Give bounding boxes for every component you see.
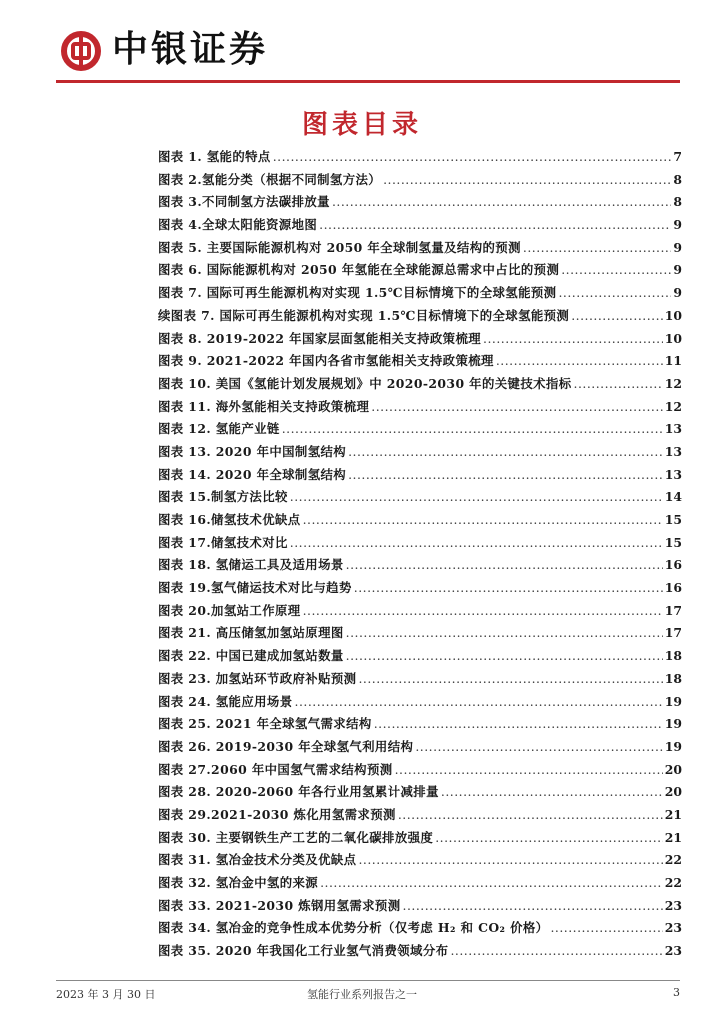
toc-entry-page: 23 [664, 897, 682, 913]
toc-leader-dots [303, 509, 663, 532]
toc-entry-page: 7 [673, 149, 682, 164]
toc-entry-label: 图表 27.2060 年中国氢气需求结构预测 [158, 761, 393, 777]
toc-entry-page: 9 [673, 285, 682, 301]
toc-leader-dots [354, 577, 663, 600]
toc-entry-page: 9 [673, 262, 682, 278]
toc-entry[interactable] [158, 237, 682, 260]
toc-entry-label: 图表 3.不同制氢方法碳排放量 [158, 194, 330, 210]
toc-entry[interactable] [158, 259, 682, 282]
toc-entry-label: 图表 10. 美国《氢能计划发展规划》中 2020-2030 年的关键技术指标 [158, 375, 572, 391]
toc-entry[interactable] [158, 668, 682, 691]
toc-entry-page: 16 [664, 557, 682, 573]
toc-entry-page: 16 [664, 580, 682, 596]
toc-entry-label: 图表 20.加氢站工作原理 [158, 602, 301, 618]
toc-entry-label: 图表 4.全球太阳能资源地图 [158, 217, 318, 233]
toc-leader-dots [450, 940, 662, 963]
toc-entry[interactable] [158, 849, 682, 872]
toc-leader-dots [273, 146, 672, 169]
toc-entry-label: 图表 1. 氢能的特点 [158, 149, 271, 164]
toc-entry[interactable] [158, 645, 682, 668]
toc-leader-dots [319, 214, 671, 237]
toc-entry[interactable] [158, 146, 682, 169]
toc-leader-dots [403, 895, 663, 918]
toc-entry-label: 图表 11. 海外氢能相关支持政策梳理 [158, 398, 370, 414]
toc-entry[interactable] [158, 214, 682, 237]
toc-leader-dots [348, 464, 663, 487]
toc-entry-label: 图表 31. 氢冶金技术分类及优缺点 [158, 852, 357, 868]
toc-entry-page: 17 [664, 625, 682, 641]
toc-entry[interactable] [158, 804, 682, 827]
toc-entry-page: 13 [664, 421, 682, 437]
toc-entry-page: 10 [664, 307, 682, 323]
toc-entry-page: 10 [664, 330, 682, 346]
toc-entry-label: 图表 22. 中国已建成加氢站数量 [158, 648, 344, 664]
toc-leader-dots [441, 781, 663, 804]
toc-entry-label: 图表 7. 国际可再生能源机构对实现 1.5℃目标情境下的全球氢能预测 [158, 285, 557, 301]
toc-entry[interactable] [158, 441, 682, 464]
toc-entry[interactable] [158, 191, 682, 214]
toc-entry-label: 图表 18. 氢储运工具及适用场景 [158, 557, 344, 573]
toc-entry-page: 11 [664, 353, 682, 369]
toc-entry-page: 9 [673, 217, 682, 233]
toc-leader-dots [346, 554, 663, 577]
toc-entry-page: 17 [664, 602, 682, 618]
toc-entry[interactable] [158, 328, 682, 351]
toc-entry[interactable] [158, 736, 682, 759]
footer-rule [56, 980, 680, 981]
toc-entry-page: 23 [664, 943, 682, 959]
toc-entry-page: 13 [664, 443, 682, 459]
toc-entry-page: 21 [664, 806, 682, 822]
toc-entry[interactable] [158, 169, 682, 192]
toc-entry[interactable] [158, 600, 682, 623]
toc-entry-label: 图表 5. 主要国际能源机构对 2050 年全球制氢量及结构的预测 [158, 239, 521, 255]
toc-entry-label: 图表 23. 加氢站环节政府补贴预测 [158, 670, 357, 686]
toc-entry-label: 图表 19.氢气储运技术对比与趋势 [158, 580, 352, 596]
toc-leader-dots [358, 668, 662, 691]
toc-entry-page: 15 [664, 534, 682, 550]
toc-entry[interactable] [158, 940, 682, 963]
toc-entry-page: 9 [673, 239, 682, 255]
toc-leader-dots [496, 350, 663, 373]
toc-leader-dots [483, 328, 663, 351]
toc-leader-dots [371, 396, 662, 419]
toc-entry-label: 图表 33. 2021-2030 炼钢用氢需求预测 [158, 897, 401, 913]
toc-entry-label: 图表 17.储氢技术对比 [158, 534, 288, 550]
toc-entry[interactable] [158, 781, 682, 804]
toc-leader-dots [574, 373, 663, 396]
toc-leader-dots [303, 600, 663, 623]
toc-entry-page: 22 [664, 852, 682, 868]
toc-entry-page: 13 [664, 466, 682, 482]
toc-entry[interactable] [158, 713, 682, 736]
toc-entry-label: 图表 6. 国际能源机构对 2050 年氢能在全球能源总需求中占比的预测 [158, 262, 560, 278]
toc-entry[interactable] [158, 577, 682, 600]
toc-entry-page: 12 [664, 375, 682, 391]
toc-leader-dots [290, 532, 663, 555]
toc-entry-page: 18 [664, 670, 682, 686]
toc-entry-label: 图表 8. 2019-2022 年国家层面氢能相关支持政策梳理 [158, 330, 482, 346]
toc-entry-label: 图表 35. 2020 年我国化工行业氢气消费领域分布 [158, 943, 449, 959]
page-title: 图表目录 [301, 110, 422, 140]
toc-entry-label: 图表 28. 2020-2060 年各行业用氢累计减排量 [158, 784, 439, 800]
brand-name: 中银证券 [112, 29, 269, 70]
toc-entry-page: 8 [673, 171, 682, 187]
toc-entry-page: 19 [664, 693, 682, 709]
toc-entry[interactable] [158, 509, 682, 532]
toc-leader-dots [358, 849, 662, 872]
toc-entry-label: 图表 16.储氢技术优缺点 [158, 512, 301, 527]
toc-entry[interactable] [158, 486, 682, 509]
toc-entry[interactable] [158, 373, 682, 396]
toc-entry-label: 图表 26. 2019-2030 年全球氢气利用结构 [158, 738, 414, 754]
toc-entry[interactable] [158, 532, 682, 555]
toc-entry-label: 图表 14. 2020 年全球制氢结构 [158, 466, 347, 482]
toc-leader-dots [332, 191, 671, 214]
toc-leader-dots [550, 917, 662, 940]
toc-leader-dots [320, 872, 663, 895]
toc-leader-dots [435, 827, 663, 850]
toc-entry[interactable] [158, 917, 682, 940]
page-header [0, 0, 724, 84]
toc-entry[interactable] [158, 872, 682, 895]
bank-of-china-logo-icon [60, 30, 102, 72]
toc-leader-dots [523, 237, 672, 260]
toc-entry-page: 18 [664, 648, 682, 664]
toc-leader-dots [374, 713, 663, 736]
footer-report-name: 氢能行业系列报告之一 [307, 988, 417, 1001]
toc-entry-page: 19 [664, 716, 682, 732]
toc-leader-dots [395, 759, 663, 782]
toc-entry-label: 图表 12. 氢能产业链 [158, 421, 280, 437]
toc-entry-page: 20 [664, 761, 682, 777]
toc-entry-label: 图表 29.2021-2030 炼化用氢需求预测 [158, 806, 396, 822]
toc-entry-page: 23 [664, 920, 682, 936]
toc-entry-label: 图表 9. 2021-2022 年国内各省市氢能相关支持政策梳理 [158, 353, 494, 369]
toc-entry[interactable] [158, 827, 682, 850]
footer-page-number: 3 [673, 986, 680, 999]
toc-entry[interactable] [158, 691, 682, 714]
toc-leader-dots [295, 691, 663, 714]
toc-entry-page: 14 [664, 489, 682, 505]
toc-entry[interactable] [158, 759, 682, 782]
toc-entry-page: 15 [664, 512, 682, 527]
toc-leader-dots [571, 305, 663, 328]
toc-leader-dots [346, 645, 663, 668]
toc-leader-dots [290, 486, 663, 509]
toc-entry-label: 图表 24. 氢能应用场景 [158, 693, 293, 709]
toc-leader-dots [561, 259, 671, 282]
toc-entry[interactable] [158, 895, 682, 918]
toc-entry-label: 图表 15.制氢方法比较 [158, 489, 288, 505]
toc-leader-dots [558, 282, 671, 305]
header-rule [56, 80, 680, 83]
toc-leader-dots [398, 804, 663, 827]
toc-leader-dots [282, 418, 663, 441]
toc-entry-label: 图表 2.氢能分类（根据不同制氢方法） [158, 171, 382, 187]
toc-entry[interactable] [158, 305, 682, 328]
toc-entry-label: 图表 30. 主要钢铁生产工艺的二氧化碳排放强度 [158, 829, 434, 845]
toc-entry-label: 图表 34. 氢冶金的竞争性成本优势分析（仅考虑 H₂ 和 CO₂ 价格） [158, 920, 549, 936]
toc-leader-dots [383, 169, 671, 192]
toc-entry-page: 21 [664, 829, 682, 845]
toc-leader-dots [346, 622, 663, 645]
toc-leader-dots [415, 736, 662, 759]
toc-entry-label: 图表 25. 2021 年全球氢气需求结构 [158, 716, 372, 732]
toc-entry-page: 22 [664, 875, 682, 890]
toc-entry-page: 8 [673, 194, 682, 210]
toc-entry[interactable] [158, 464, 682, 487]
toc-entry-label: 图表 21. 高压储氢加氢站原理图 [158, 625, 344, 641]
toc-entry[interactable] [158, 350, 682, 373]
toc-entry-label: 图表 32. 氢冶金中氢的来源 [158, 875, 319, 890]
toc-entry-page: 12 [664, 398, 682, 414]
toc-entry[interactable] [158, 554, 682, 577]
toc-entry-label: 续图表 7. 国际可再生能源机构对实现 1.5℃目标情境下的全球氢能预测 [158, 307, 570, 323]
toc-entry-label: 图表 13. 2020 年中国制氢结构 [158, 443, 347, 459]
toc-entry-page: 19 [664, 738, 682, 754]
table-of-contents [158, 146, 682, 963]
toc-entry[interactable] [158, 396, 682, 419]
toc-leader-dots [348, 441, 663, 464]
toc-entry[interactable] [158, 418, 682, 441]
toc-entry-page: 20 [664, 784, 682, 800]
toc-entry[interactable] [158, 282, 682, 305]
footer-date: 2023 年 3 月 30 日 [56, 988, 156, 1001]
toc-entry[interactable] [158, 622, 682, 645]
